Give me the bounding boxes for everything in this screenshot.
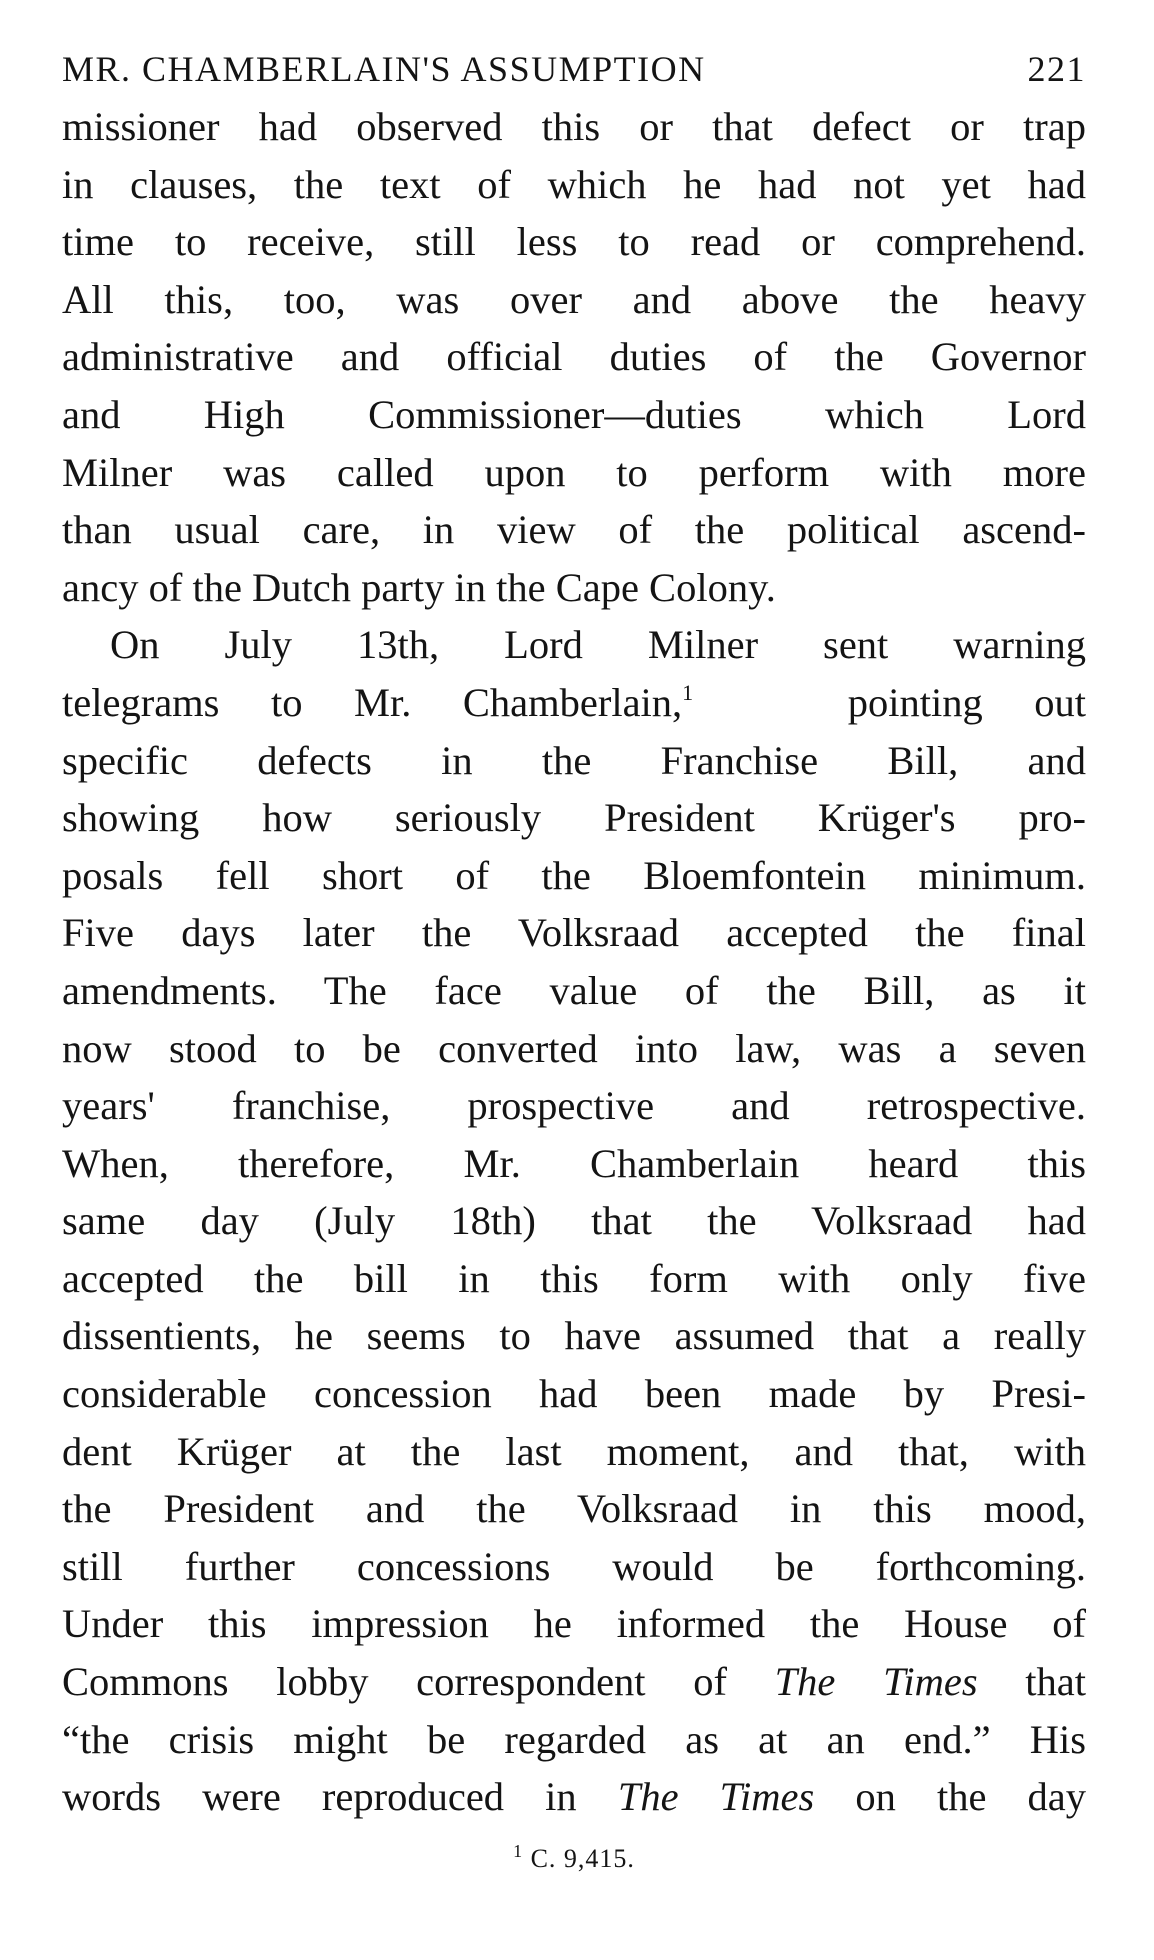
- text-line: On July 13th, Lord Milner sent warning: [110, 622, 1086, 668]
- text-line: amendments. The face value of the Bill, as it: [62, 967, 1086, 1013]
- footnote-marker: 1: [513, 1840, 524, 1861]
- text-line: “the crisis might be regarded as at an end.” His: [62, 1716, 1086, 1762]
- text-line: accepted the bill in this form with only five: [62, 1255, 1086, 1301]
- footnote: [62, 1840, 1086, 1874]
- text-line: posals fell short of the Bloemfontein minimum.: [62, 852, 1086, 898]
- text-line: the President and the Volksraad in this mood,: [62, 1486, 1086, 1532]
- text-line-with-italic: [62, 1653, 1086, 1711]
- chapter-title: MR. CHAMBERLAIN'S ASSUMPTION: [62, 49, 706, 89]
- text-segment: Commons lobby correspondent of: [62, 1659, 727, 1705]
- text-line-with-footnote: [62, 674, 1086, 732]
- text-line: in clauses, the text of which he had not yet had: [62, 161, 1086, 207]
- text-line: Under this impression he informed the House of: [62, 1601, 1086, 1647]
- text-line: specific defects in the Franchise Bill, and: [62, 737, 1086, 783]
- text-line-with-italic: [62, 1768, 1086, 1826]
- text-segment: on the day: [855, 1774, 1086, 1820]
- text-line: All this, too, was over and above the heavy: [62, 276, 1086, 322]
- text-line: Milner was called upon to perform with more: [62, 449, 1086, 495]
- text-line: now stood to be converted into law, was a seven: [62, 1025, 1086, 1071]
- italic-title: The Times: [617, 1774, 815, 1820]
- text-line: administrative and official duties of the Governor: [62, 334, 1086, 380]
- text-line: showing how seriously President Krüger's pro-: [62, 795, 1086, 841]
- text-line: time to receive, still less to read or comprehend.: [62, 219, 1086, 265]
- footnote-reference[interactable]: 1: [682, 679, 694, 705]
- text-line: ancy of the Dutch party in the Cape Colony.: [62, 564, 776, 610]
- text-segment: telegrams to Mr. Chamberlain,: [62, 679, 683, 725]
- text-line: and High Commissioner—duties which Lord: [62, 391, 1086, 437]
- text-line: than usual care, in view of the political ascend-: [62, 507, 1086, 553]
- text-line: still further concessions would be forthcoming.: [62, 1543, 1086, 1589]
- text-line: years' franchise, prospective and retrospective.: [62, 1083, 1086, 1129]
- italic-title: The Times: [774, 1659, 978, 1705]
- text-line: considerable concession had been made by Presi-: [62, 1371, 1086, 1417]
- running-head: [62, 46, 1086, 98]
- text-segment: pointing out: [847, 679, 1086, 725]
- text-line: dent Krüger at the last moment, and that, with: [62, 1428, 1086, 1474]
- text-line: same day (July 18th) that the Volksraad had: [62, 1198, 1086, 1244]
- text-segment: that: [1025, 1659, 1086, 1705]
- text-segment: words were reproduced in: [62, 1774, 577, 1820]
- text-line: dissentients, he seems to have assumed that a really: [62, 1313, 1086, 1359]
- text-line: Five days later the Volksraad accepted the final: [62, 910, 1086, 956]
- text-line: When, therefore, Mr. Chamberlain heard this: [62, 1140, 1086, 1186]
- page-number: 221: [1027, 49, 1086, 89]
- footnote-text: C. 9,415.: [530, 1843, 635, 1873]
- book-page: [62, 46, 1086, 1874]
- text-line: missioner had observed this or that defect or trap: [62, 104, 1086, 149]
- body-text: [62, 98, 1086, 1826]
